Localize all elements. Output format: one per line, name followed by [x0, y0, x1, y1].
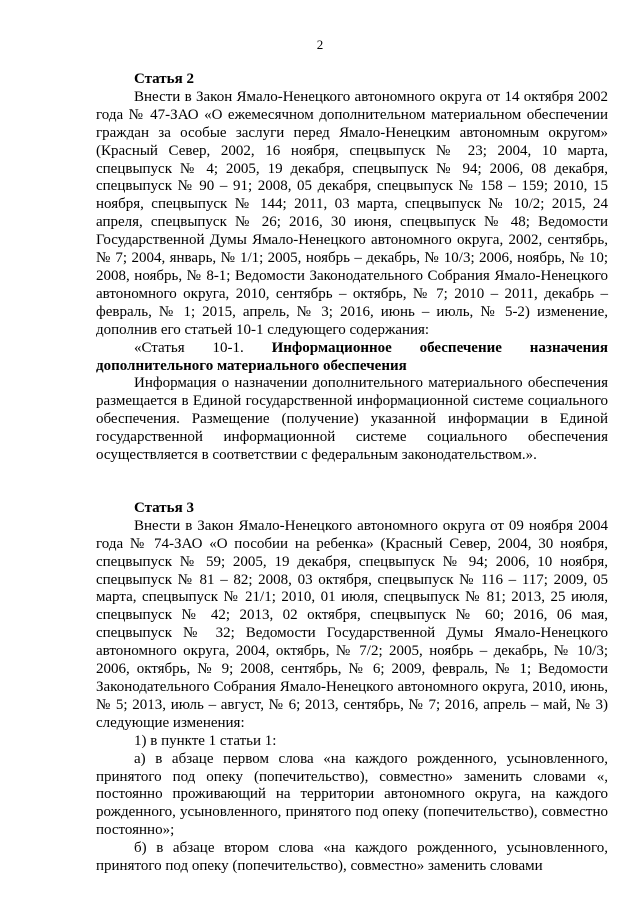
new-article-title-line: [96, 340, 608, 358]
new-article-title-part2: дополнительного материального обеспечения: [96, 357, 407, 374]
article-2-intro: Внести в Закон Ямало-Ненецкого автономного округа от 14 октября 2002 года № 47-ЗАО «О ежемесячном дополнительном материальном обеспечении граждан за особые заслуги перед Ямало-Ненецким автономным округом» (Красный Север, 2002, 16 ноября, спецвыпуск № 23; 2004, 10 марта, спецвыпуск № 4; 2005, 19 декабря, спецвыпуск № 94; 2006, 08 декабря, спецвыпуск № 90 – 91; 2008, 05 декабря, спецвыпуск № 158 – 159; 2010, 15 ноября, спецвыпуск № 144; 2011, 03 марта, спецвыпуск № 10/2; 2015, 24 апреля, спецвыпуск № 26; 2016, 30 июня, спецвыпуск № 48; Ведомости Государственной Думы Ямало-Ненецкого автономного округа, 2002, сентябрь, № 7; 2004, январь, № 1/1; 2005, ноябрь – декабрь, № 10/3; 2006, ноябрь, № 10; 2008, ноябрь, № 8-1; Ведомости Законодательного Собрания Ямало-Ненецкого автономного округа, 2010, сентябрь – октябрь, № 7; 2010 – 2011, декабрь – февраль, № 1; 2015, апрель, № 3; 2016, июнь – июль, № 5-2) изменение, дополнив его статьей 10-1 следующего содержания:: [96, 88, 608, 338]
new-article-text: Информация о назначении дополнительного материального обеспечения размещается в Единой государственной информационной системе социального обеспечения. Размещение (получение) указанной информации в Единой государственной информационной системе социального обеспечения осуществляется в соответствии с федеральным законодательством.».: [96, 375, 608, 464]
page-number: 2: [316, 37, 324, 52]
new-article-title-part1: Информационное обеспечение назначения: [271, 339, 609, 356]
article-3-item-1b: б) в абзаце втором слова «на каждого рожденного, усыновленного, принятого под опеку (попечительство), совместно» заменить словами: [96, 840, 608, 875]
document-body: [96, 71, 608, 876]
article-3-item-1: 1) в пункте 1 статьи 1:: [134, 732, 277, 749]
article-3-heading: Статья 3: [134, 499, 194, 516]
section-spacer: [96, 465, 608, 500]
article-3-item-1a: а) в абзаце первом слова «на каждого рожденного, усыновленного, принятого под опеку (попечительство), совместно» заменить словами «, постоянно проживающий на территории автономного округа, на каждого рожденного, усыновленного, принятого под опеку (попечительство), совместно постоянно»;: [96, 750, 608, 839]
new-article-prefix: «Статья 10-1.: [134, 339, 244, 356]
article-2-heading: Статья 2: [134, 71, 194, 87]
article-3-intro: Внести в Закон Ямало-Ненецкого автономного округа от 09 ноября 2004 года № 74-ЗАО «О пособии на ребенка» (Красный Север, 2004, 30 ноября, спецвыпуск № 59; 2005, 19 декабря, спецвыпуск № 94; 2006, 10 ноября, спецвыпуск № 81 – 82; 2008, 03 октября, спецвыпуск № 116 – 117; 2009, 05 марта, спецвыпуск № 21/1; 2010, 01 июля, спецвыпуск № 81; 2013, 25 июля, спецвыпуск № 42; 2013, 02 октября, спецвыпуск № 60; 2016, 06 мая, спецвыпуск № 32; Ведомости Государственной Думы Ямало-Ненецкого автономного округа, 2004, октябрь, № 7/2; 2005, ноябрь – декабрь, № 10/3; 2006, октябрь, № 9; 2008, сентябрь, № 6; 2009, февраль, № 1; Ведомости Законодательного Собрания Ямало-Ненецкого автономного округа, 2010, июнь, № 5; 2013, июль – август, № 6; 2013, сентябрь, № 7; 2016, апрель – май, № 3) следующие изменения:: [96, 517, 608, 731]
